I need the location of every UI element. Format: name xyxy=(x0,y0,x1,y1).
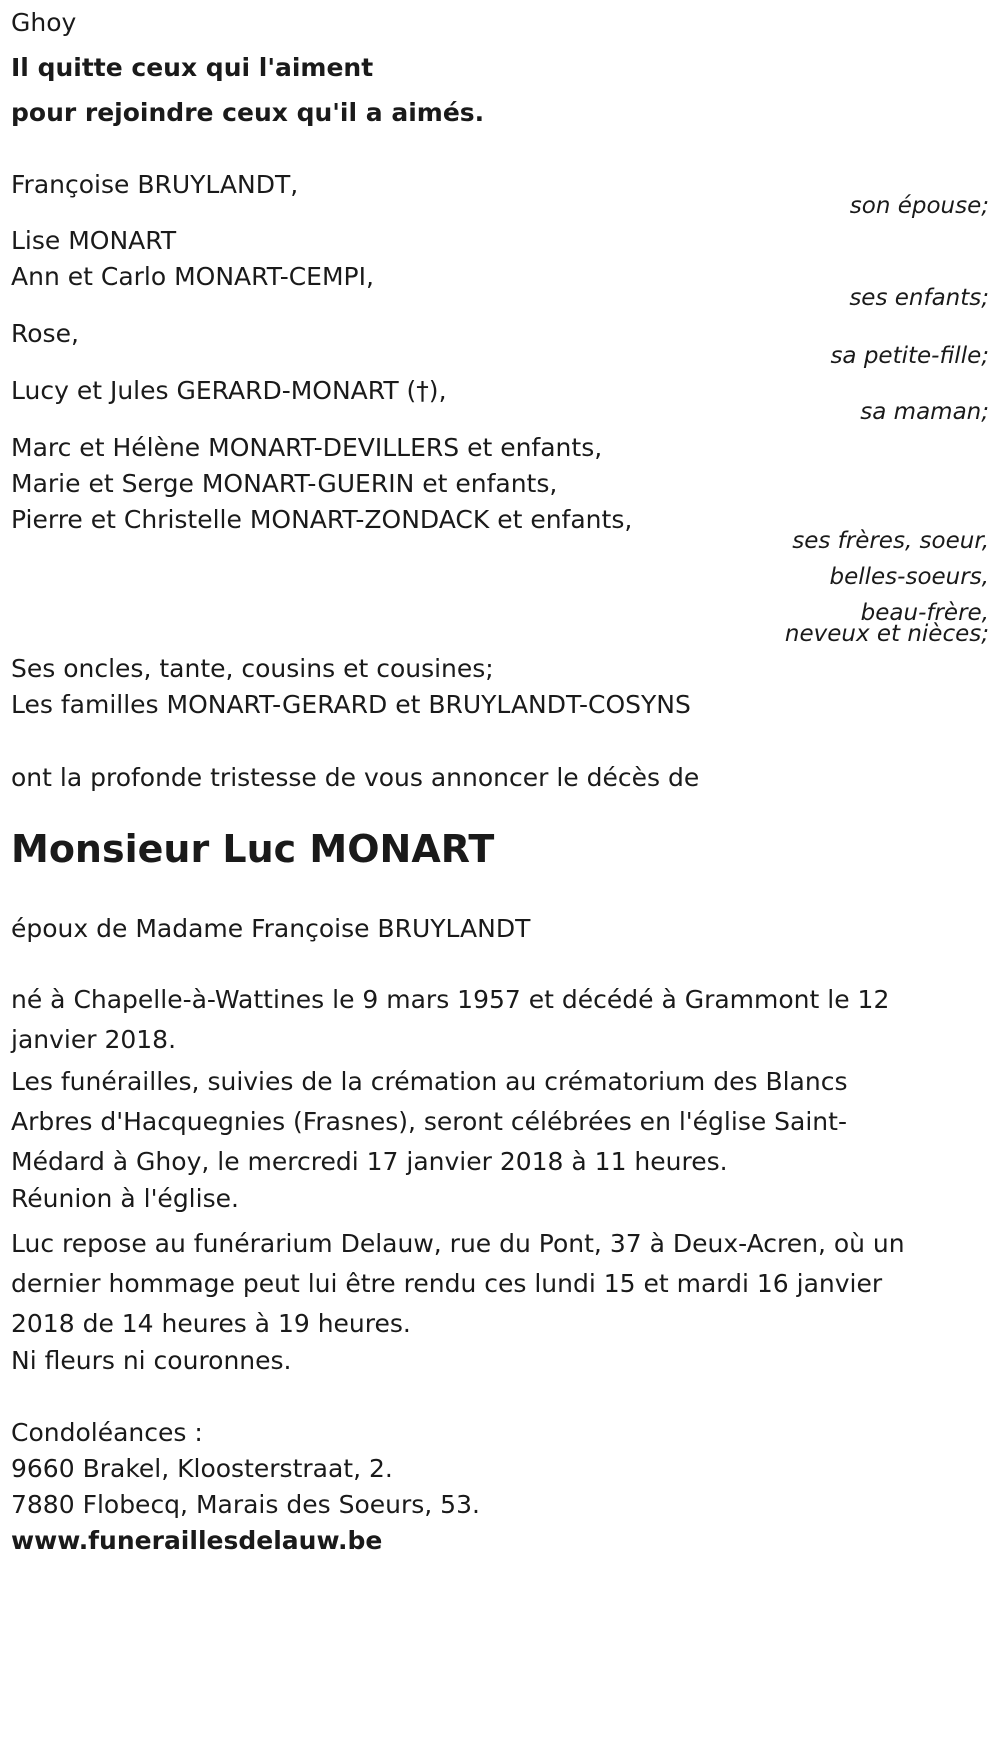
mother-name: Lucy et Jules GERARD-MONART (†), xyxy=(11,376,447,405)
children-role: ses enfants; xyxy=(849,285,989,311)
condolences-address-1: 9660 Brakel, Kloosterstraat, 2. xyxy=(11,1454,393,1483)
quote-line-2: pour rejoindre ceux qu'il a aimés. xyxy=(11,98,485,127)
flowers-text: Ni fleurs ni couronnes. xyxy=(11,1346,292,1375)
announcement-text: ont la profonde tristesse de vous annoncer le décès de xyxy=(11,763,700,792)
sibling-3: Pierre et Christelle MONART-ZONDACK et enfants, xyxy=(11,505,633,534)
sibling-1: Marc et Hélène MONART-DEVILLERS et enfants, xyxy=(11,433,603,462)
siblings-role-4: neveux et nièces; xyxy=(784,621,989,647)
child-2: Ann et Carlo MONART-CEMPI, xyxy=(11,262,374,291)
mother-role: sa maman; xyxy=(860,399,989,425)
website-link[interactable]: www.funeraillesdelauw.be xyxy=(11,1526,383,1555)
spouse-role: son épouse; xyxy=(849,193,989,219)
birth-death-text: né à Chapelle-à-Wattines le 9 mars 1957 et décédé à Grammont le 12 janvier 2018. xyxy=(11,985,890,1054)
sibling-2: Marie et Serge MONART-GUERIN et enfants, xyxy=(11,469,558,498)
condolences-address-2: 7880 Flobecq, Marais des Soeurs, 53. xyxy=(11,1490,480,1519)
spouse-name: Françoise BRUYLANDT, xyxy=(11,170,299,199)
place-name: Ghoy xyxy=(11,8,77,37)
quote-line-1: Il quitte ceux qui l'aiment xyxy=(11,53,374,82)
viewing-text: Luc repose au funérarium Delauw, rue du Pont, 37 à Deux-Acren, où un dernier hommage peut lui être rendu ces lundi 15 et mardi 16 janvier 2018 de 14 heures à 19 heures. xyxy=(11,1229,905,1338)
extended-family-2: Les familles MONART-GERARD et BRUYLANDT-COSYNS xyxy=(11,690,691,719)
deceased-spouse-of: époux de Madame Françoise BRUYLANDT xyxy=(11,914,531,943)
extended-family-1: Ses oncles, tante, cousins et cousines; xyxy=(11,654,494,683)
granddaughter-name: Rose, xyxy=(11,319,79,348)
condolences-label: Condoléances : xyxy=(11,1418,203,1447)
child-1: Lise MONART xyxy=(11,226,177,255)
siblings-role-2: belles-soeurs, xyxy=(829,564,989,590)
deceased-name: Monsieur Luc MONART xyxy=(11,827,495,871)
meeting-text: Réunion à l'église. xyxy=(11,1184,239,1213)
siblings-role-3: beau-frère, xyxy=(860,600,989,626)
granddaughter-role: sa petite-fille; xyxy=(830,343,989,369)
siblings-role-1: ses frères, soeur, xyxy=(792,528,989,554)
funeral-text: Les funérailles, suivies de la crémation au crématorium des Blancs Arbres d'Hacquegnies (Frasnes), seront célébrées en l'église Saint-Médard à Ghoy, le mercredi 17 janvier 2018 à 11 heures. xyxy=(11,1067,848,1176)
